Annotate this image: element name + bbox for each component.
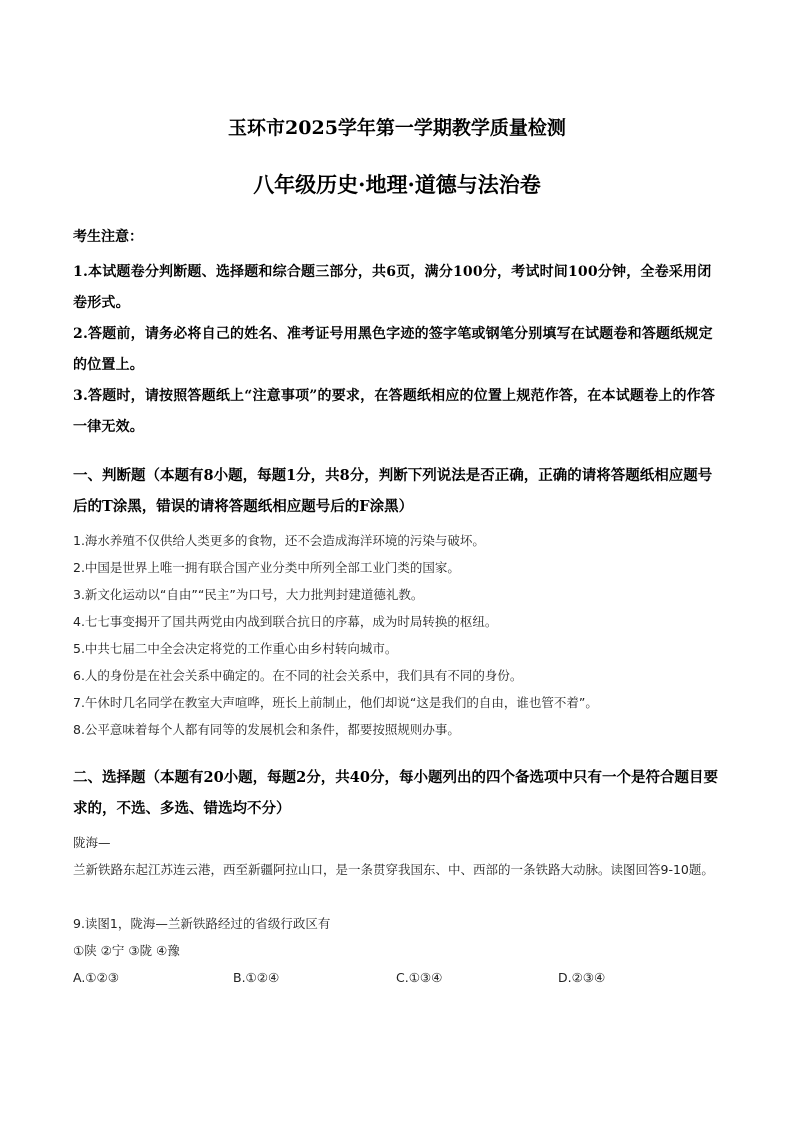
question-item: 3.新文化运动以“自由”“民主”为口号，大力批判封建道德礼教。 bbox=[73, 587, 424, 602]
notice-item-2: 2.答题前，请务必将自己的姓名、准考证号用黑色字迹的签字笔或钢笔分别填写在试题卷和答题纸规定的位置上。 bbox=[73, 326, 713, 373]
question-item: 2.中国是世界上唯一拥有联合国产业分类中所列全部工业门类的国家。 bbox=[73, 560, 460, 575]
exam-title: 玉环市2025学年第一学期教学质量检测 bbox=[228, 117, 566, 139]
section-1-heading: 一、判断题（本题有8小题，每题1分，共8分，判断下列说法是否正确，正确的请将答题纸相应题号后的T涂黑，错误的请将答题纸相应题号后的F涂黑） bbox=[73, 467, 713, 515]
question-item: 6.人的身份是在社会关系中确定的。在不同的社会关系中，我们具有不同的身份。 bbox=[73, 668, 523, 683]
notice-heading: 考生注意： bbox=[73, 229, 143, 245]
question-item: 5.中共七届二中全会决定将党的工作重心由乡村转向城市。 bbox=[73, 641, 398, 656]
passage-text: 兰新铁路东起江苏连云港，西至新疆阿拉山口，是一条贯穿我国东、中、西部的一条铁路大动脉。读图回答9-10题。 bbox=[73, 862, 714, 877]
question-item: 1.海水养殖不仅供给人类更多的食物，还不会造成海洋环境的污染与破坏。 bbox=[73, 533, 485, 548]
question-9-choices bbox=[73, 964, 733, 991]
question-item: 7.午休时几名同学在教室大声喧哗，班长上前制止，他们却说“这是我们的自由，谁也管不着”。 bbox=[73, 695, 598, 710]
true-false-list bbox=[73, 527, 733, 743]
choice-c: C.①③④ bbox=[396, 970, 443, 985]
notice-item-3: 3.答题时，请按照答题纸上“注意事项”的要求，在答题纸相应的位置上规范作答，在本试题卷上的作答一律无效。 bbox=[73, 388, 716, 435]
choice-d: D.②③④ bbox=[558, 970, 606, 985]
choice-b: B.①②④ bbox=[233, 970, 280, 985]
notice-item-1: 1.本试题卷分判断题、选择题和综合题三部分，共6页，满分100分，考试时间100分钟，全卷采用闭卷形式。 bbox=[73, 264, 712, 311]
question-9-stem: 9.读图1，陇海—兰新铁路经过的省级行政区有 bbox=[73, 916, 331, 931]
question-9-statements: ①陕 ②宁 ③陇 ④豫 bbox=[73, 943, 180, 958]
section-2-heading: 二、选择题（本题有20小题，每题2分，共40分，每小题列出的四个备选项中只有一个是符合题目要求的，不选、多选、错选均不分） bbox=[73, 769, 718, 817]
exam-subtitle: 八年级历史·地理·道德与法治卷 bbox=[253, 172, 541, 197]
choice-a: A.①②③ bbox=[73, 970, 119, 985]
passage-heading: 陇海— bbox=[73, 835, 111, 850]
question-item: 8.公平意味着每个人都有同等的发展机会和条件，都要按照规则办事。 bbox=[73, 722, 460, 737]
question-item: 4.七七事变揭开了国共两党由内战到联合抗日的序幕，成为时局转换的枢纽。 bbox=[73, 614, 498, 629]
